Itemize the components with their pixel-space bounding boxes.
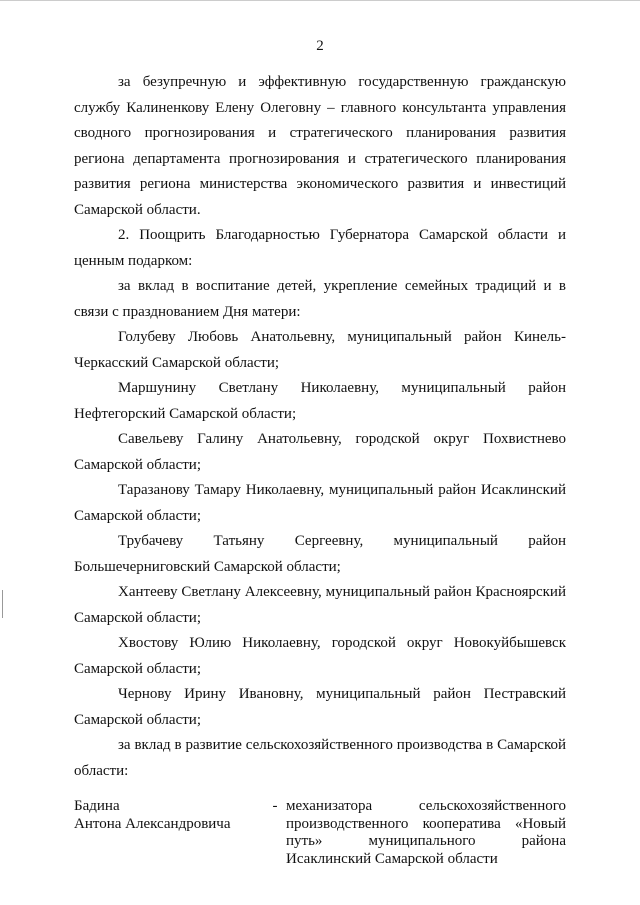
document-body <box>74 70 566 784</box>
paragraph-item-2: 2. Поощрить Благодарностью Губернатора Самарской области и ценным подарком: <box>74 227 566 269</box>
award-dash: - <box>272 798 278 814</box>
paragraph-golubeva: Голубеву Любовь Анатольевну, муниципальный район Кинель-Черкасский Самарской области; <box>74 329 566 371</box>
paragraph-chernova: Чернову Ирину Ивановну, муниципальный район Пестравский Самарской области; <box>74 686 566 728</box>
paragraph-tarazanova: Таразанову Тамару Николаевну, муниципальный район Исаклинский Самарской области; <box>74 482 566 524</box>
paragraph-agriculture: за вклад в развитие сельскохозяйственного производства в Самарской области: <box>74 737 566 779</box>
page-number: 2 <box>316 38 324 54</box>
paragraph-trubacheva: Трубачеву Татьяну Сергеевну, муниципальный район Большечерниговский Самарской области; <box>74 533 566 575</box>
paragraph-kalinenkova: за безупречную и эффективную государственную гражданскую службу Калиненкову Елену Олеговну – главного консультанта управления сводного прогнозирования и стратегического планирования развития региона департамента прогнозирования и стратегического планирования развития региона министерства экономического развития и инвестиций Самарской области. <box>74 74 566 218</box>
scan-edge-mark <box>0 0 640 1</box>
paragraph-marshunina: Маршунину Светлану Николаевну, муниципальный район Нефтегорский Самарской области; <box>74 380 566 422</box>
paragraph-motherhood: за вклад в воспитание детей, укрепление семейных традиций и в связи с празднованием Дня матери: <box>74 278 566 320</box>
awardee-surname: Бадина <box>74 798 120 814</box>
paragraph-khvostova: Хвостову Юлию Николаевну, городской округ Новокуйбышевск Самарской области; <box>74 635 566 677</box>
awardee-given-names: Антона Александровича <box>74 815 231 832</box>
paragraph-khanteeva: Хантееву Светлану Алексеевну, муниципальный район Красноярский Самарской области; <box>74 584 566 626</box>
award-entry <box>74 798 566 868</box>
awardee-name <box>74 798 264 868</box>
paragraph-savelyeva: Савельеву Галину Анатольевну, городской округ Похвистнево Самарской области; <box>74 431 566 473</box>
awardee-position: механизатора сельскохозяйственного производственного кооператива «Новый путь» муниципального района Исаклинский Самарской области <box>286 798 566 867</box>
scan-side-mark <box>2 590 3 618</box>
